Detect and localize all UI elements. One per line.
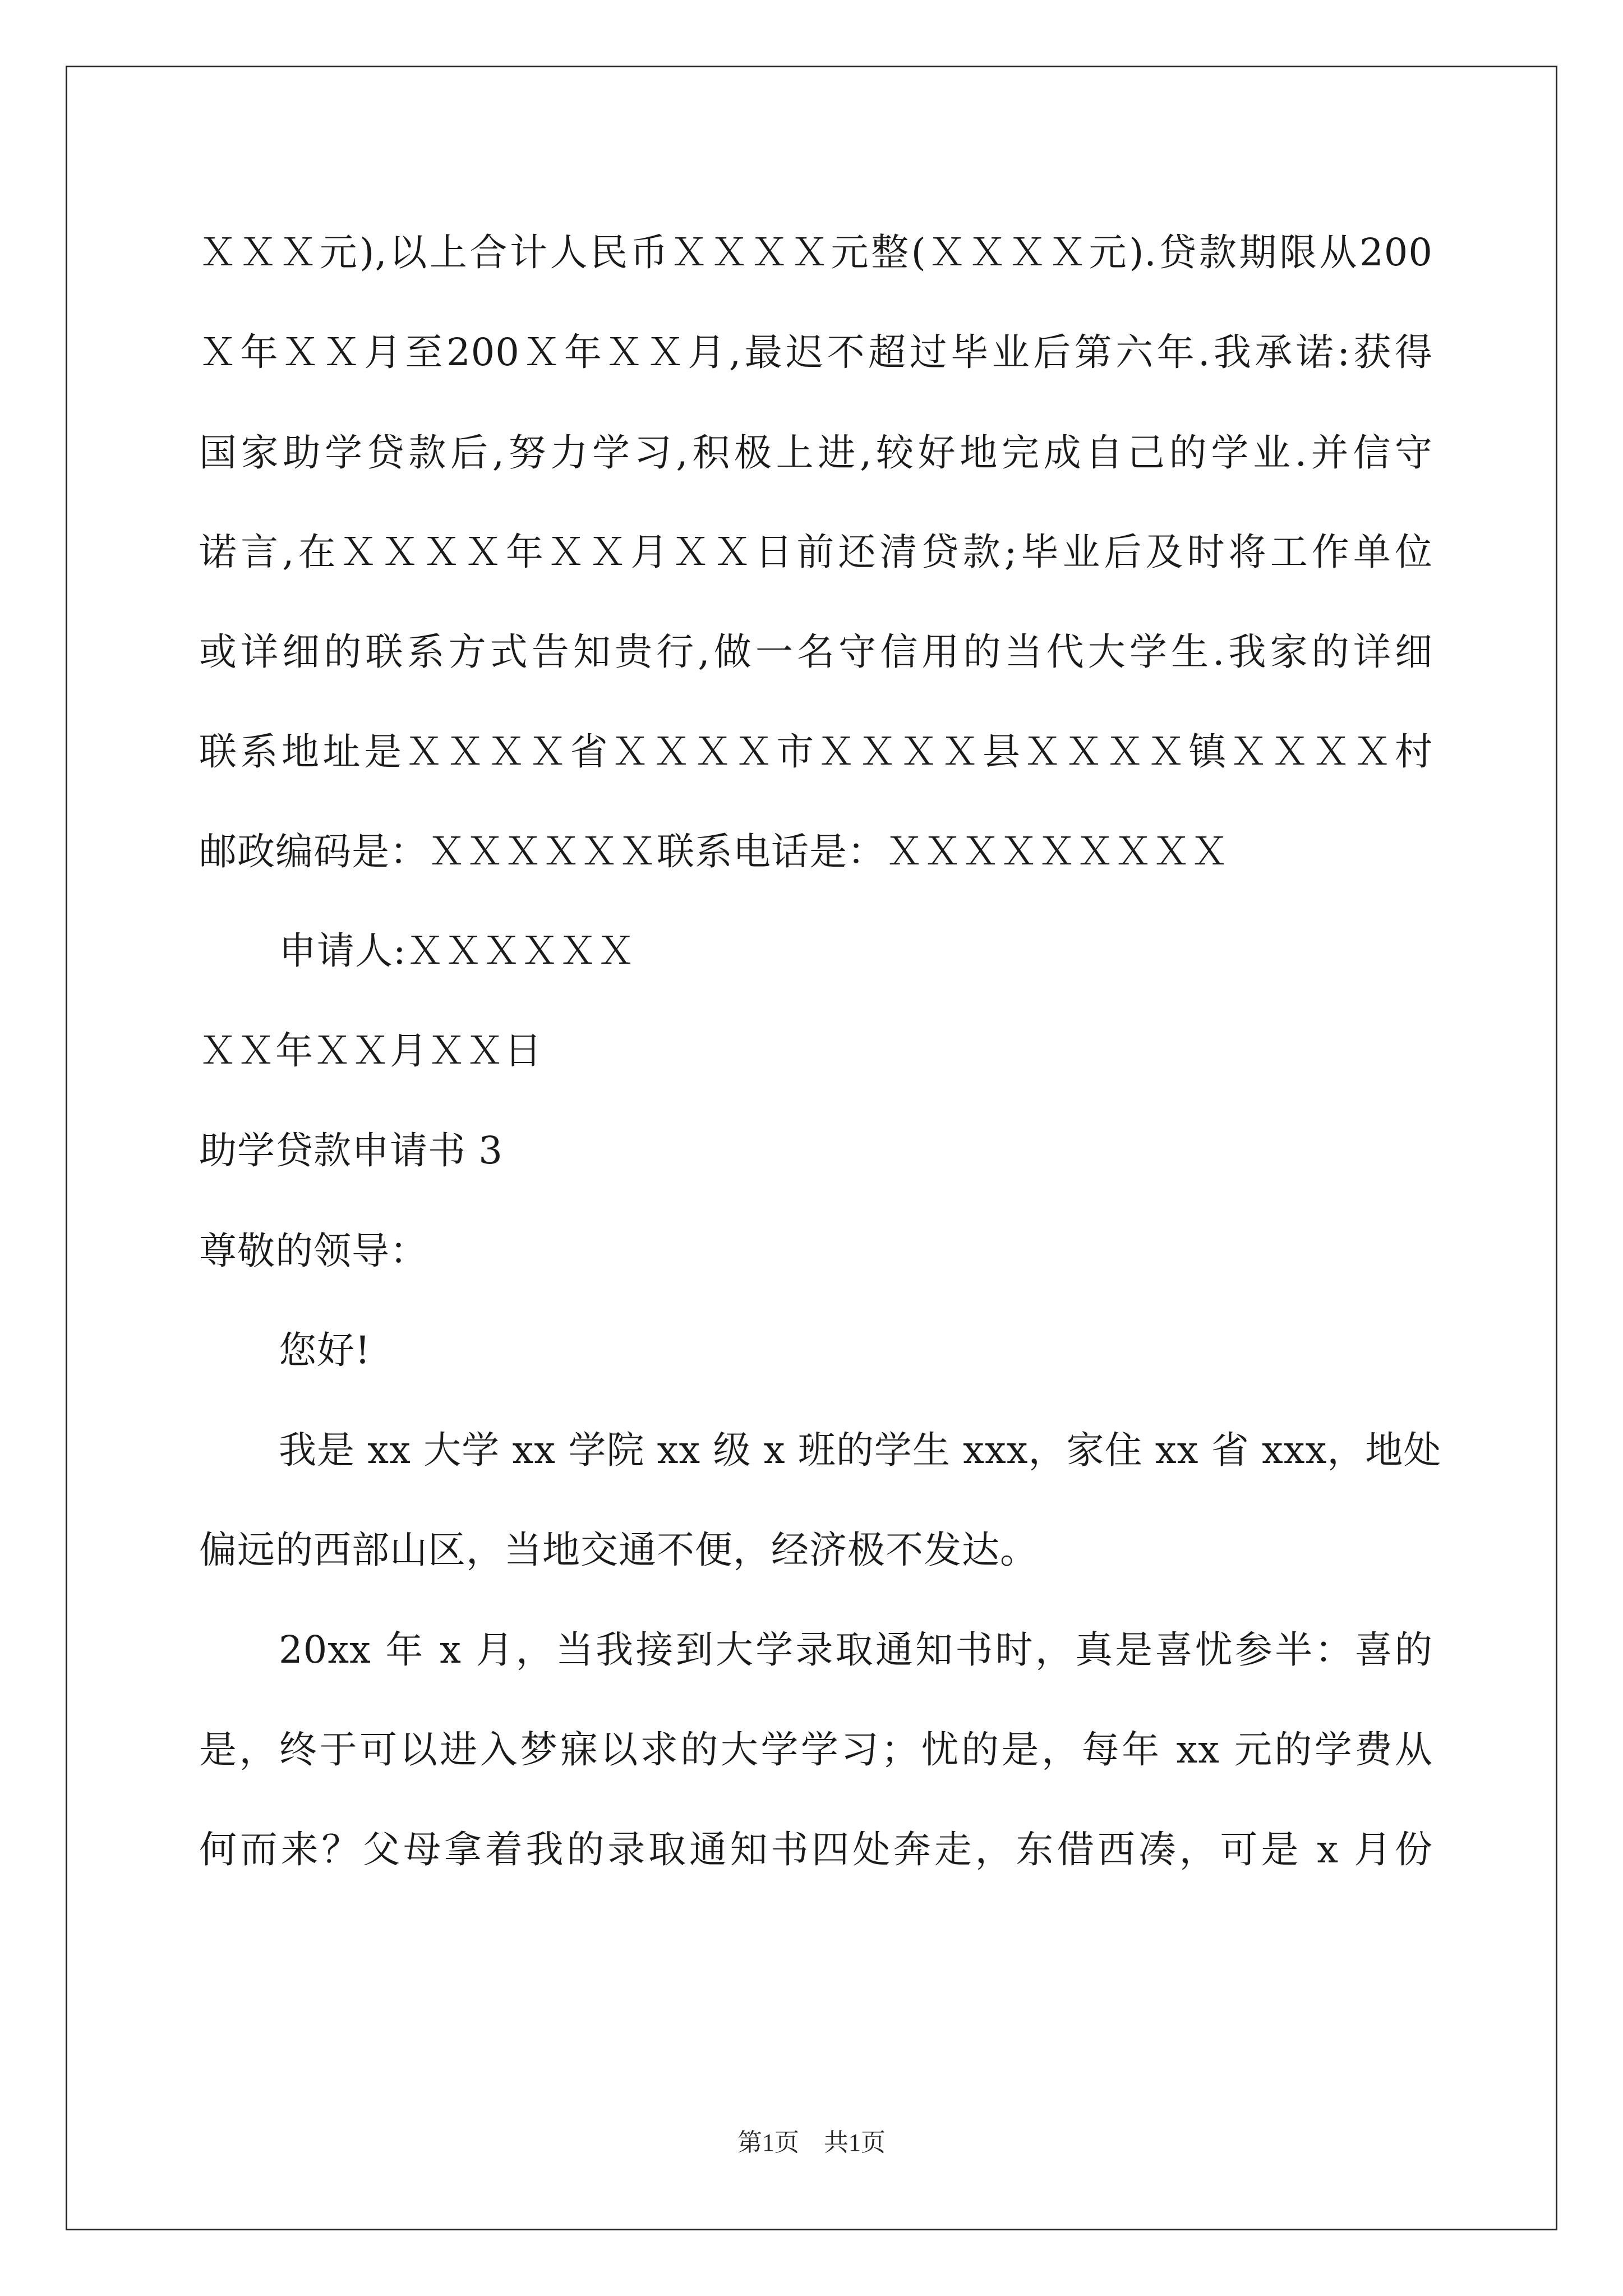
paragraph-2-line-2: 是，终于可以进入梦寐以求的大学学习；忧的是，每年 xx 元的学费从 — [199, 1728, 1433, 1772]
greeting: 您好! — [279, 1328, 371, 1372]
body-line-6: 联系地址是ＸＸＸＸ省ＸＸＸＸ市ＸＸＸＸ县ＸＸＸＸ镇ＸＸＸＸ村 — [199, 730, 1433, 774]
paragraph-1-line-2: 偏远的西部山区，当地交通不便，经济极不发达。 — [199, 1528, 1038, 1572]
section-title: 助学贷款申请书 3 — [199, 1129, 503, 1172]
paragraph-1-line-1: 我是 xx 大学 xx 学院 xx 级 x 班的学生 xxx，家住 xx 省 xxx，地处 — [279, 1428, 1442, 1472]
date-line: ＸＸ年ＸＸ月ＸＸ日 — [199, 1029, 542, 1073]
body-line-4: 诺言,在ＸＸＸＸ年ＸＸ月ＸＸ日前还清贷款;毕业后及时将工作单位 — [199, 530, 1433, 574]
body-line-3: 国家助学贷款后,努力学习,积极上进,较好地完成自己的学业.并信守 — [199, 431, 1433, 475]
salutation: 尊敬的领导： — [199, 1229, 428, 1273]
body-line-5: 或详细的联系方式告知贵行,做一名守信用的当代大学生.我家的详细 — [199, 630, 1433, 674]
body-line-1: ＸＸＸ元),以上合计人民币ＸＸＸＸ元整(ＸＸＸＸ元).贷款期限从200 — [199, 231, 1433, 274]
paragraph-2-line-3: 何而来？父母拿着我的录取通知书四处奔走，东借西凑，可是 x 月份 — [199, 1828, 1433, 1871]
paragraph-2-line-1: 20xx 年 x 月，当我接到大学录取通知书时，真是喜忧参半：喜的 — [279, 1628, 1433, 1672]
page-footer: 第1页 共1页 — [737, 2129, 886, 2156]
body-line-7: 邮政编码是：ＸＸＸＸＸＸ联系电话是：ＸＸＸＸＸＸＸＸＸ — [199, 830, 1229, 873]
body-line-2: Ｘ年ＸＸ月至200Ｘ年ＸＸ月,最迟不超过毕业后第六年.我承诺:获得 — [199, 330, 1433, 374]
applicant-line: 申请人:ＸＸＸＸＸＸ — [279, 929, 635, 973]
